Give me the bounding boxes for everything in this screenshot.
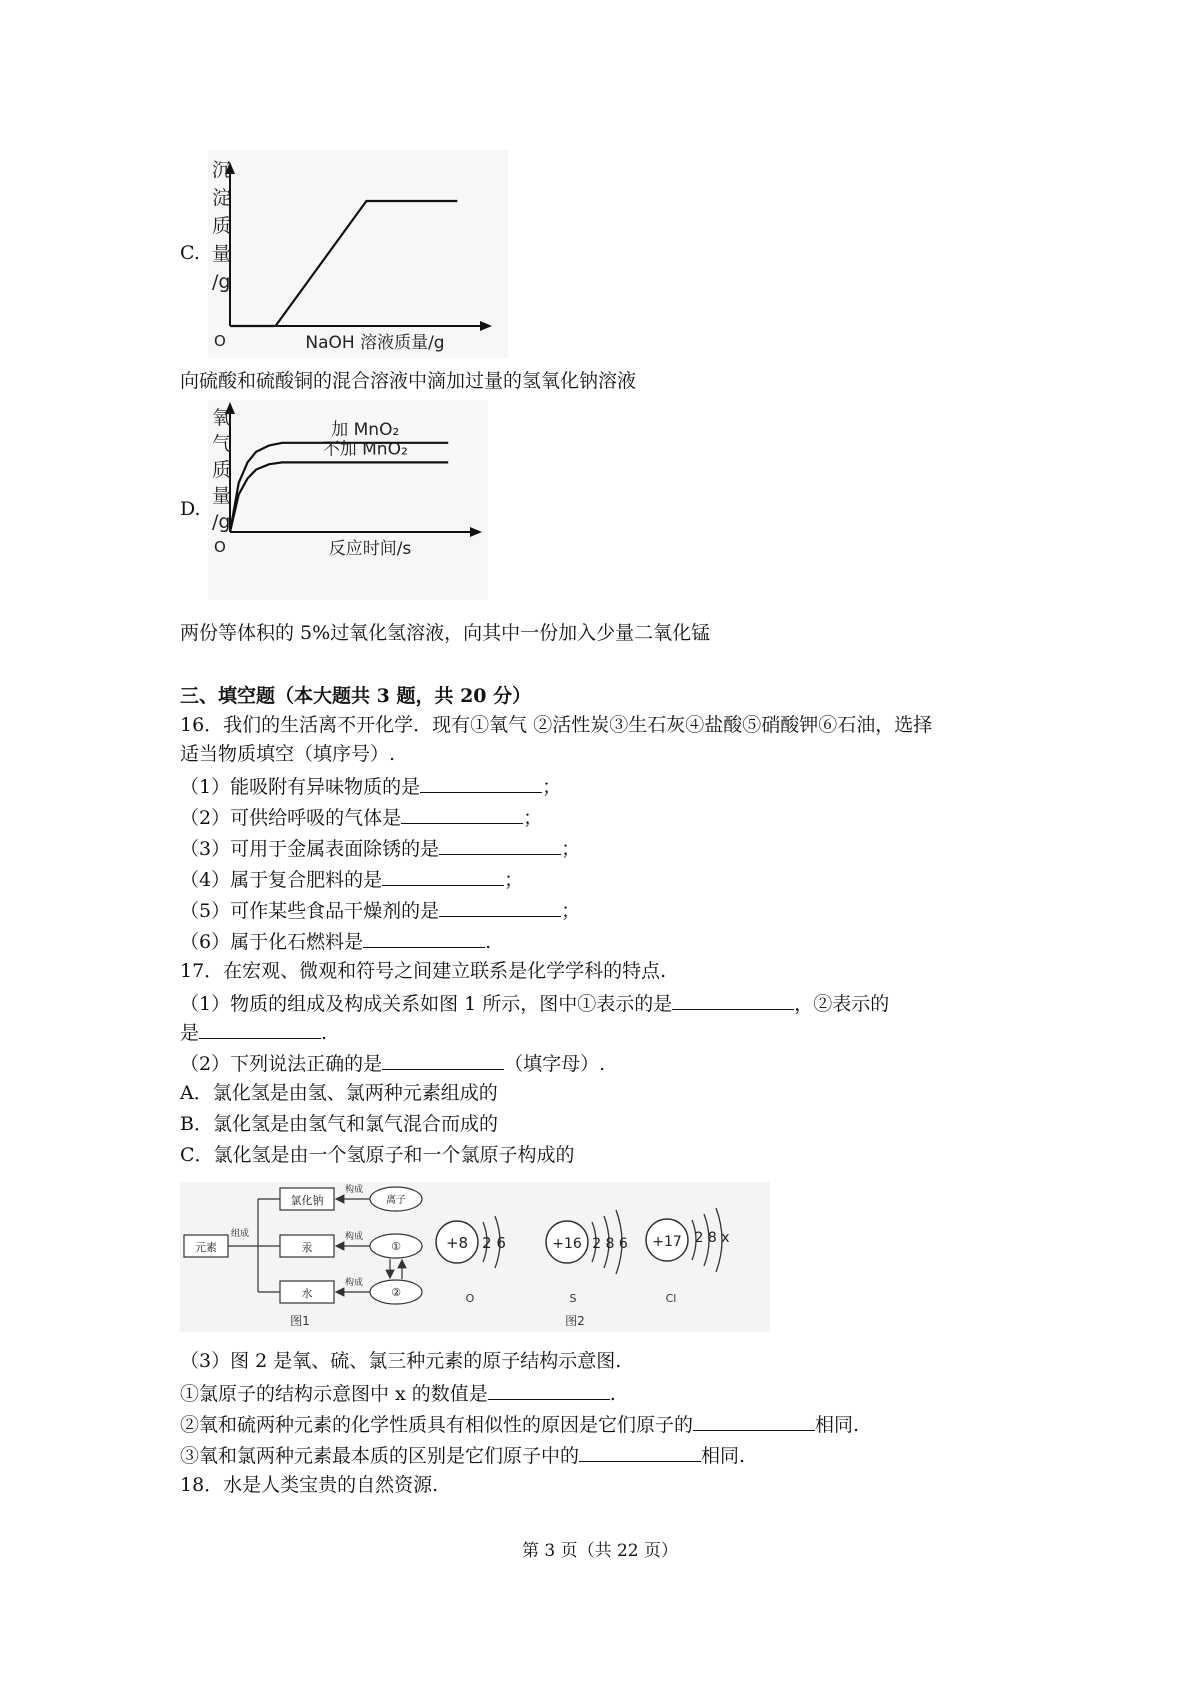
chart-d-ylabel-char: 质 xyxy=(212,459,232,481)
q17-p3-1 xyxy=(180,1379,616,1408)
chart-d xyxy=(208,400,488,600)
q17-p3: （3）图 2 是氧、硫、氯三种元素的原子结构示意图. xyxy=(180,1350,622,1372)
q16-item-text: （3）可用于金属表面除锈的是 xyxy=(180,838,440,860)
chart-c-ylabel-char: /g xyxy=(212,271,231,293)
figure-1 xyxy=(180,1182,450,1332)
answer-blank[interactable] xyxy=(693,1410,815,1431)
q17-p3-2-end: 相同. xyxy=(815,1414,860,1436)
chart-c-ylabel-char: 沉 xyxy=(212,159,232,181)
ion-label: 离子 xyxy=(386,1195,406,1206)
answer-blank[interactable] xyxy=(579,1441,701,1462)
chart-d-ylabel-char: /g xyxy=(212,511,231,533)
q16-item-text: （2）可供给呼吸的气体是 xyxy=(180,807,402,829)
o-symbol: O xyxy=(465,1292,475,1305)
q16-item-3 xyxy=(180,834,580,863)
q16-item-text: （4）属于复合肥料的是 xyxy=(180,869,383,891)
chart-c-x-arrow-icon xyxy=(480,321,492,331)
chart-d-ylabel-char: 气 xyxy=(212,433,232,455)
chart-c-xlabel: NaOH 溶液质量/g xyxy=(305,333,445,353)
q17-p1-line2 xyxy=(180,1018,327,1047)
answer-blank[interactable] xyxy=(420,772,542,793)
q16-item-6 xyxy=(180,927,491,956)
chart-d-series-label: 加 MnO₂ xyxy=(331,419,400,440)
cl-shells-label: 2 8 x xyxy=(694,1230,730,1246)
particle-2-label: ② xyxy=(391,1286,401,1299)
o-shells-label: 2 6 xyxy=(482,1234,506,1252)
chart-d-series-label: 不加 MnO₂ xyxy=(322,439,408,460)
constitute-label-3: 构成 xyxy=(344,1278,364,1288)
q17-p2 xyxy=(180,1049,605,1078)
q18-line1: 18．水是人类宝贵的自然资源. xyxy=(180,1474,439,1496)
chart-c-ylabel-char: 质 xyxy=(212,215,232,237)
constitute-label-1: 构成 xyxy=(344,1185,364,1195)
chart-d-xlabel: 反应时间/s xyxy=(328,539,412,559)
hg-label: 汞 xyxy=(301,1241,313,1254)
q16-item-2 xyxy=(180,803,542,832)
q16-item-text: （5）可作某些食品干燥剂的是 xyxy=(180,900,440,922)
q17-p3-3 xyxy=(180,1441,745,1470)
particle-1-label: ① xyxy=(391,1240,401,1253)
q16-item-end: ； xyxy=(504,869,524,891)
chart-c-series-line xyxy=(230,201,457,326)
q16-item-end: ； xyxy=(561,838,581,860)
q17-p1-text-d: . xyxy=(321,1022,328,1044)
q17-option-a: A．氯化氢是由氢、氯两种元素组成的 xyxy=(180,1082,498,1104)
chart-c-area xyxy=(208,150,508,358)
nacl-label: 氯化钠 xyxy=(290,1194,324,1207)
q17-line1: 17．在宏观、微观和符号之间建立联系是化学学科的特点. xyxy=(180,960,667,982)
constitute-label-2: 构成 xyxy=(344,1232,364,1242)
q16-item-end: ； xyxy=(523,807,543,829)
q17-p3-3-text: ③氧和氯两种元素最本质的区别是它们原子中的 xyxy=(180,1445,580,1467)
q17-option-c: C．氯化氢是由一个氢原子和一个氯原子构成的 xyxy=(180,1144,575,1166)
chart-c-ylabel-char: 量 xyxy=(212,243,232,265)
figure-1-caption: 图1 xyxy=(290,1314,310,1328)
q17-p2-text-b: （填字母）. xyxy=(504,1053,606,1075)
q16-line2: 适当物质填空（填序号）. xyxy=(180,743,396,765)
q16-item-text: （6）属于化石燃料是 xyxy=(180,931,364,953)
option-d-label: D. xyxy=(180,498,201,520)
chart-c-ylabel-char: 淀 xyxy=(212,187,232,209)
option-d-caption: 两份等体积的 5%过氧化氢溶液，向其中一份加入少量二氧化锰 xyxy=(180,622,711,644)
chart-d-ylabel-char: 氧 xyxy=(212,407,232,429)
q16-item-1 xyxy=(180,772,561,801)
figure-2-caption: 图2 xyxy=(565,1314,585,1328)
q17-p1-text-b: ，②表示的 xyxy=(794,993,890,1015)
q17-p3-1-text: ①氯原子的结构示意图中 x 的数值是 xyxy=(180,1383,488,1405)
answer-blank[interactable] xyxy=(439,834,561,855)
page-footer: 第 3 页（共 22 页） xyxy=(521,1541,679,1561)
figure-2 xyxy=(425,1182,745,1332)
q17-p1-text: （1）物质的组成及构成关系如图 1 所示，图中①表示的是 xyxy=(180,993,673,1015)
cl-nucleus-label: +17 xyxy=(652,1234,682,1250)
q17-p1-line1 xyxy=(180,989,889,1018)
figure-area xyxy=(180,1182,770,1332)
chart-d-origin: O xyxy=(214,538,226,556)
chart-d-x-arrow-icon xyxy=(470,527,482,537)
chart-d-series-line xyxy=(230,462,448,532)
answer-blank[interactable] xyxy=(382,1049,504,1070)
chart-c xyxy=(208,150,508,358)
s-symbol: S xyxy=(569,1292,577,1305)
q17-p1-text-c: 是 xyxy=(180,1022,200,1044)
q17-p3-1-end: . xyxy=(609,1383,616,1405)
compose-label: 组成 xyxy=(230,1229,250,1239)
q16-item-5 xyxy=(180,896,580,925)
q16-line1: 16．我们的生活离不开化学．现有①氧气 ②活性炭③生石灰④盐酸⑤硝酸钾⑥石油，选择 xyxy=(180,714,933,736)
answer-blank[interactable] xyxy=(488,1379,610,1400)
q17-p3-3-end: 相同. xyxy=(701,1445,746,1467)
chart-d-area xyxy=(208,400,488,600)
q16-item-end: ； xyxy=(561,900,581,922)
q16-item-end: . xyxy=(485,931,492,953)
q17-option-b: B．氯化氢是由氢气和氯气混合而成的 xyxy=(180,1113,498,1135)
answer-blank[interactable] xyxy=(363,927,485,948)
q17-p2-text: （2）下列说法正确的是 xyxy=(180,1053,383,1075)
answer-blank[interactable] xyxy=(401,803,523,824)
answer-blank[interactable] xyxy=(672,989,794,1010)
chart-d-ylabel-char: 量 xyxy=(212,485,232,507)
s-shells-label: 2 8 6 xyxy=(592,1236,628,1252)
answer-blank[interactable] xyxy=(439,896,561,917)
section-title: 三、填空题（本大题共 3 题，共 20 分） xyxy=(180,685,532,707)
q16-item-4 xyxy=(180,865,523,894)
q17-p3-2-text: ②氧和硫两种元素的化学性质具有相似性的原因是它们原子的 xyxy=(180,1414,694,1436)
s-nucleus-label: +16 xyxy=(552,1236,582,1252)
o-nucleus-label: +8 xyxy=(445,1234,469,1252)
q17-p3-2 xyxy=(180,1410,859,1439)
q16-item-end: ； xyxy=(542,776,562,798)
q16-item-text: （1）能吸附有异味物质的是 xyxy=(180,776,421,798)
cl-symbol: Cl xyxy=(665,1292,677,1305)
water-label: 水 xyxy=(301,1287,313,1300)
option-c-label: C. xyxy=(180,242,200,264)
answer-blank[interactable] xyxy=(382,865,504,886)
chart-c-origin: O xyxy=(214,332,226,350)
option-c-caption: 向硫酸和硫酸铜的混合溶液中滴加过量的氢氧化钠溶液 xyxy=(180,370,637,392)
element-label: 元素 xyxy=(195,1241,217,1254)
answer-blank[interactable] xyxy=(199,1018,321,1039)
